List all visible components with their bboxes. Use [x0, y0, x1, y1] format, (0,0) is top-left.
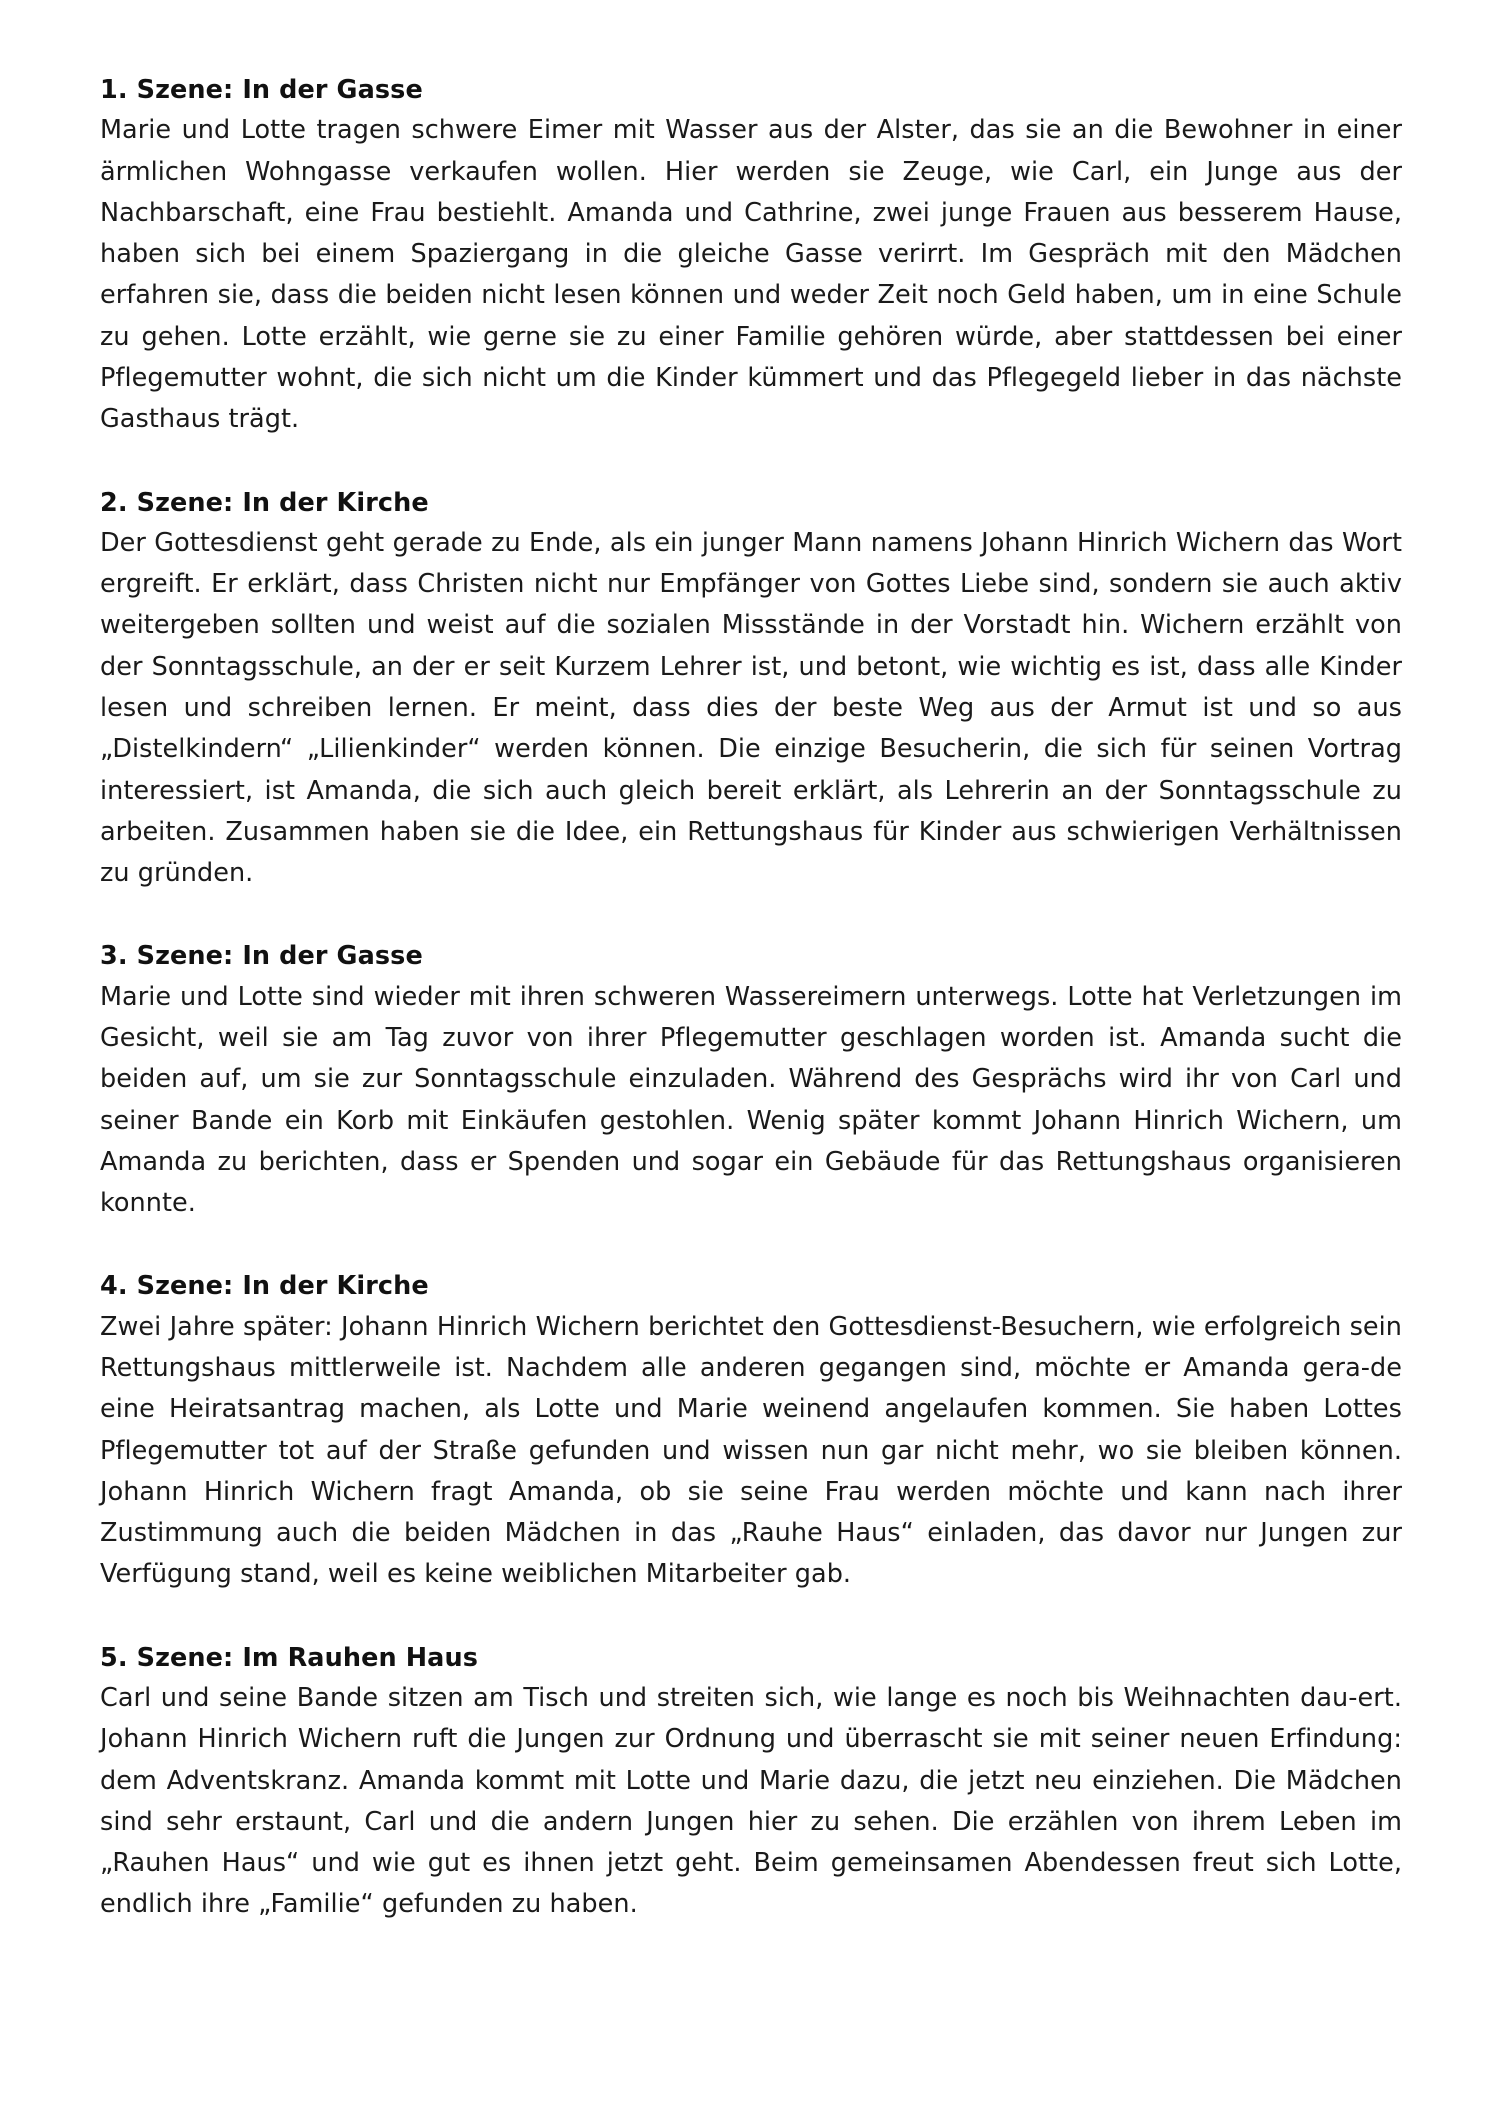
scene-section-4	[100, 1268, 1402, 1595]
scene-title: 3. Szene: In der Gasse	[100, 941, 423, 972]
scene-section-3	[100, 938, 1402, 1224]
scene-body: Carl und seine Bande sitzen am Tisch und streiten sich, wie lange es noch bis Weihnachten dau-ert. Johann Hinrich Wichern ruft die Jungen zur Ordnung und überrascht sie mit seiner neuen Erfindung: dem Adventskranz. Amanda kommt mit Lotte und Marie dazu, die jetzt neu einziehen. Die Mädchen sind sehr erstaunt, Carl und die andern Jungen hier zu sehen. Die erzählen von ihrem Leben im „Rauhen Haus“ und wie gut es ihnen jetzt geht. Beim gemeinsamen Abendessen freut sich Lotte, endlich ihre „Familie“ gefunden zu haben.	[100, 1682, 1402, 1920]
scene-title: 5. Szene: Im Rauhen Haus	[100, 1642, 479, 1673]
scene-section-2	[100, 485, 1402, 895]
scene-body: Marie und Lotte sind wieder mit ihren schweren Wassereimern unterwegs. Lotte hat Verletzungen im Gesicht, weil sie am Tag zuvor von ihrer Pflegemutter geschlagen worden ist. Amanda sucht die beiden auf, um sie zur Sonntagsschule einzuladen. Während des Gesprächs wird ihr von Carl und seiner Bande ein Korb mit Einkäufen gestohlen. Wenig später kommt Johann Hinrich Wichern, um Amanda zu berichten, dass er Spenden und sogar ein Gebäude für das Rettungshaus organisieren konnte.	[100, 981, 1402, 1219]
scene-body: Zwei Jahre später: Johann Hinrich Wichern berichtet den Gottesdienst-Besuchern, wie erfolgreich sein Rettungshaus mittlerweile ist. Nachdem alle anderen gegangen sind, möchte er Amanda gera-de eine Heiratsantrag machen, als Lotte und Marie weinend angelaufen kommen. Sie haben Lottes Pflegemutter tot auf der Straße gefunden und wissen nun gar nicht mehr, wo sie bleiben können. Johann Hinrich Wichern fragt Amanda, ob sie seine Frau werden möchte und kann nach ihrer Zustimmung auch die beiden Mädchen in das „Rauhe Haus“ einladen, das davor nur Jungen zur Verfügung stand, weil es keine weiblichen Mitarbeiter gab.	[100, 1311, 1402, 1590]
scene-title: 1. Szene: In der Gasse	[100, 75, 423, 105]
scene-body: Marie und Lotte tragen schwere Eimer mit Wasser aus der Alster, das sie an die Bewohner in einer ärmlichen Wohngasse verkaufen wollen. Hier werden sie Zeuge, wie Carl, ein Junge aus der Nachbarschaft, eine Frau bestiehlt. Amanda und Cathrine, zwei junge Frauen aus besserem Hause, haben sich bei einem Spaziergang in die gleiche Gasse verirrt. Im Gespräch mit den Mädchen erfahren sie, dass die beiden nicht lesen können und weder Zeit noch Geld haben, um in eine Schule zu gehen. Lotte erzählt, wie gerne sie zu einer Familie gehören würde, aber stattdessen bei einer Pflegemutter wohnt, die sich nicht um die Kinder kümmert und das Pflegegeld lieber in das nächste Gasthaus trägt.	[100, 115, 1402, 435]
scene-body: Der Gottesdienst geht gerade zu Ende, als ein junger Mann namens Johann Hinrich Wichern das Wort ergreift. Er erklärt, dass Christen nicht nur Empfänger von Gottes Liebe sind, sondern sie auch aktiv weitergeben sollten und weist auf die sozialen Missstände in der Vorstadt hin. Wichern erzählt von der Sonntagsschule, an der er seit Kurzem Lehrer ist, und betont, wie wichtig es ist, dass alle Kinder lesen und schreiben lernen. Er meint, dass dies der beste Weg aus der Armut ist und so aus „Distelkindern“ „Lilienkinder“ werden können. Die einzige Besucherin, die sich für seinen Vortrag interessiert, ist Amanda, die sich auch gleich bereit erklärt, als Lehrerin an der Sonntagsschule zu arbeiten. Zusammen haben sie die Idee, ein Rettungshaus für Kinder aus schwierigen Verhältnissen zu gründen.	[100, 527, 1402, 889]
scene-title: 4. Szene: In der Kirche	[100, 1271, 429, 1302]
scene-section-5	[100, 1640, 1402, 1926]
scene-title: 2. Szene: In der Kirche	[100, 487, 429, 518]
scene-section-1	[100, 72, 1402, 441]
